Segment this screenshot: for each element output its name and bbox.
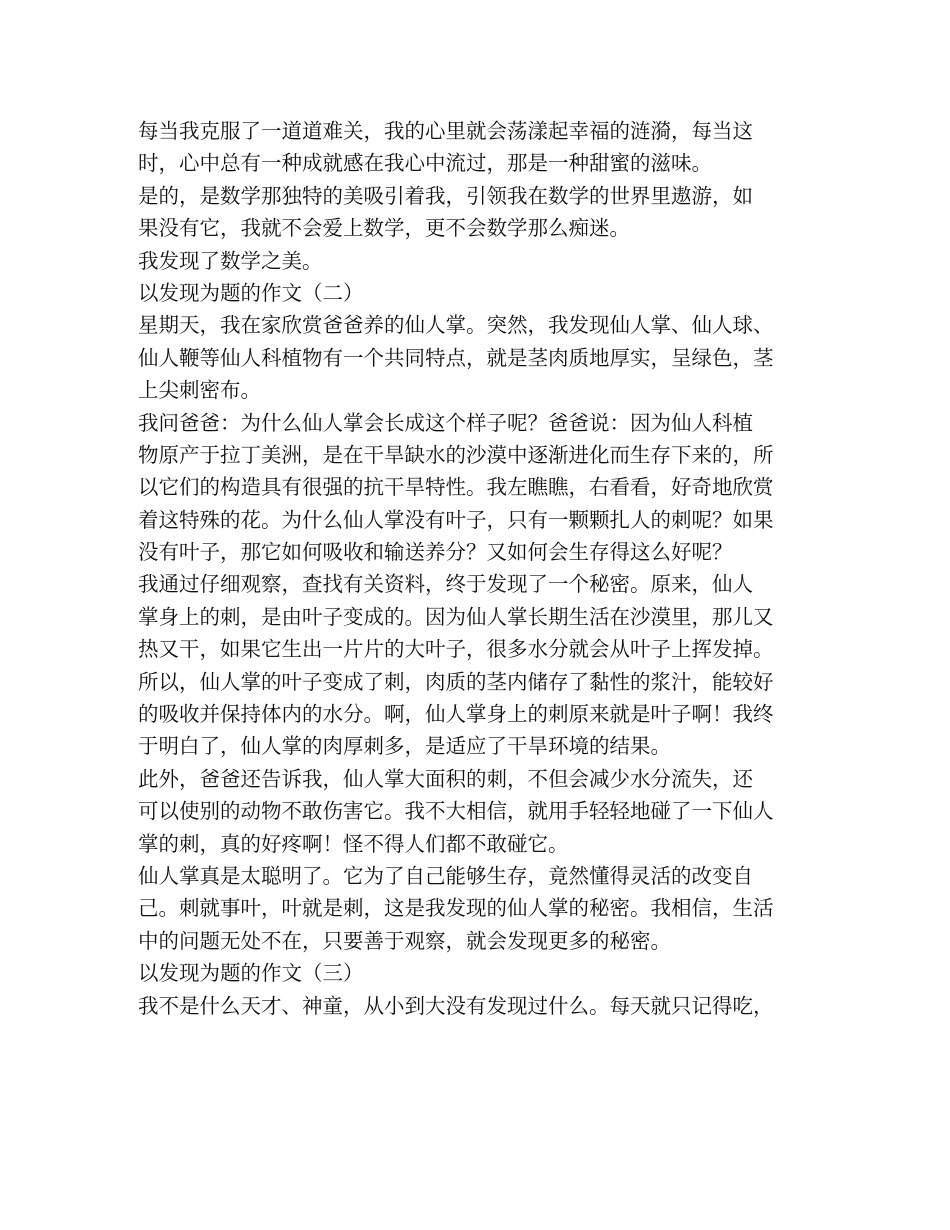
text-line: 我通过仔细观察，查找有关资料，终于发现了一个秘密。原来，仙人	[138, 572, 753, 597]
text-line: 于明白了，仙人掌的肉厚刺多，是适应了干旱环境的结果。	[138, 734, 671, 759]
text-line: 掌身上的刺，是由叶子变成的。因为仙人掌长期生活在沙漠里，那儿又	[138, 604, 774, 629]
text-line: 所以，仙人掌的叶子变成了刺，肉质的茎内储存了黏性的浆汁，能较好	[138, 669, 774, 694]
text-line: 掌的刺，真的好疼啊！怪不得人们都不敢碰它。	[138, 831, 569, 856]
text-line: 我问爸爸：为什么仙人掌会长成这个样子呢？爸爸说：因为仙人科植	[138, 410, 753, 435]
text-line: 是的，是数学那独特的美吸引着我，引领我在数学的世界里遨游，如	[138, 183, 753, 208]
text-line: 此外，爸爸还告诉我，仙人掌大面积的刺，不但会减少水分流失，还	[138, 766, 753, 791]
text-line: 没有叶子，那它如何吸收和输送养分？又如何会生存得这么好呢？	[138, 540, 733, 565]
text-line: 以它们的构造具有很强的抗干旱特性。我左瞧瞧，右看看，好奇地欣赏	[138, 475, 774, 500]
text-line: 中的问题无处不在，只要善于观察，就会发现更多的秘密。	[138, 928, 671, 953]
text-line: 己。刺就事叶，叶就是刺，这是我发现的仙人掌的秘密。我相信，生活	[138, 896, 774, 921]
text-line: 着这特殊的花。为什么仙人掌没有叶子，只有一颗颗扎人的刺呢？如果	[138, 507, 774, 532]
text-line: 果没有它，我就不会爱上数学，更不会数学那么痴迷。	[138, 216, 630, 241]
text-line: 仙人鞭等仙人科植物有一个共同特点，就是茎肉质地厚实，呈绿色，茎	[138, 345, 774, 370]
section-heading: 以发现为题的作文（三）	[138, 961, 364, 986]
text-line: 我发现了数学之美。	[138, 248, 323, 273]
text-line: 时，心中总有一种成就感在我心中流过，那是一种甜蜜的滋味。	[138, 151, 712, 176]
text-line: 物原产于拉丁美洲，是在干旱缺水的沙漠中逐渐进化而生存下来的，所	[138, 442, 774, 467]
text-line: 每当我克服了一道道难关，我的心里就会荡漾起幸福的涟漪，每当这	[138, 119, 753, 143]
text-line: 星期天，我在家欣赏爸爸养的仙人掌。突然，我发现仙人掌、仙人球、	[138, 313, 774, 338]
essay-text-block	[138, 115, 838, 1022]
text-line: 仙人掌真是太聪明了。它为了自己能够生存，竟然懂得灵活的改变自	[138, 863, 753, 888]
text-line: 可以使别的动物不敢伤害它。我不大相信，就用手轻轻地碰了一下仙人	[138, 799, 774, 824]
text-line: 上尖刺密布。	[138, 378, 261, 403]
text-line: 的吸收并保持体内的水分。啊，仙人掌身上的刺原来就是叶子啊！我终	[138, 702, 774, 727]
text-line: 热又干，如果它生出一片片的大叶子，很多水分就会从叶子上挥发掉。	[138, 637, 774, 662]
section-heading: 以发现为题的作文（二）	[138, 280, 364, 305]
text-line: 我不是什么天才、神童，从小到大没有发现过什么。每天就只记得吃，	[138, 993, 774, 1018]
